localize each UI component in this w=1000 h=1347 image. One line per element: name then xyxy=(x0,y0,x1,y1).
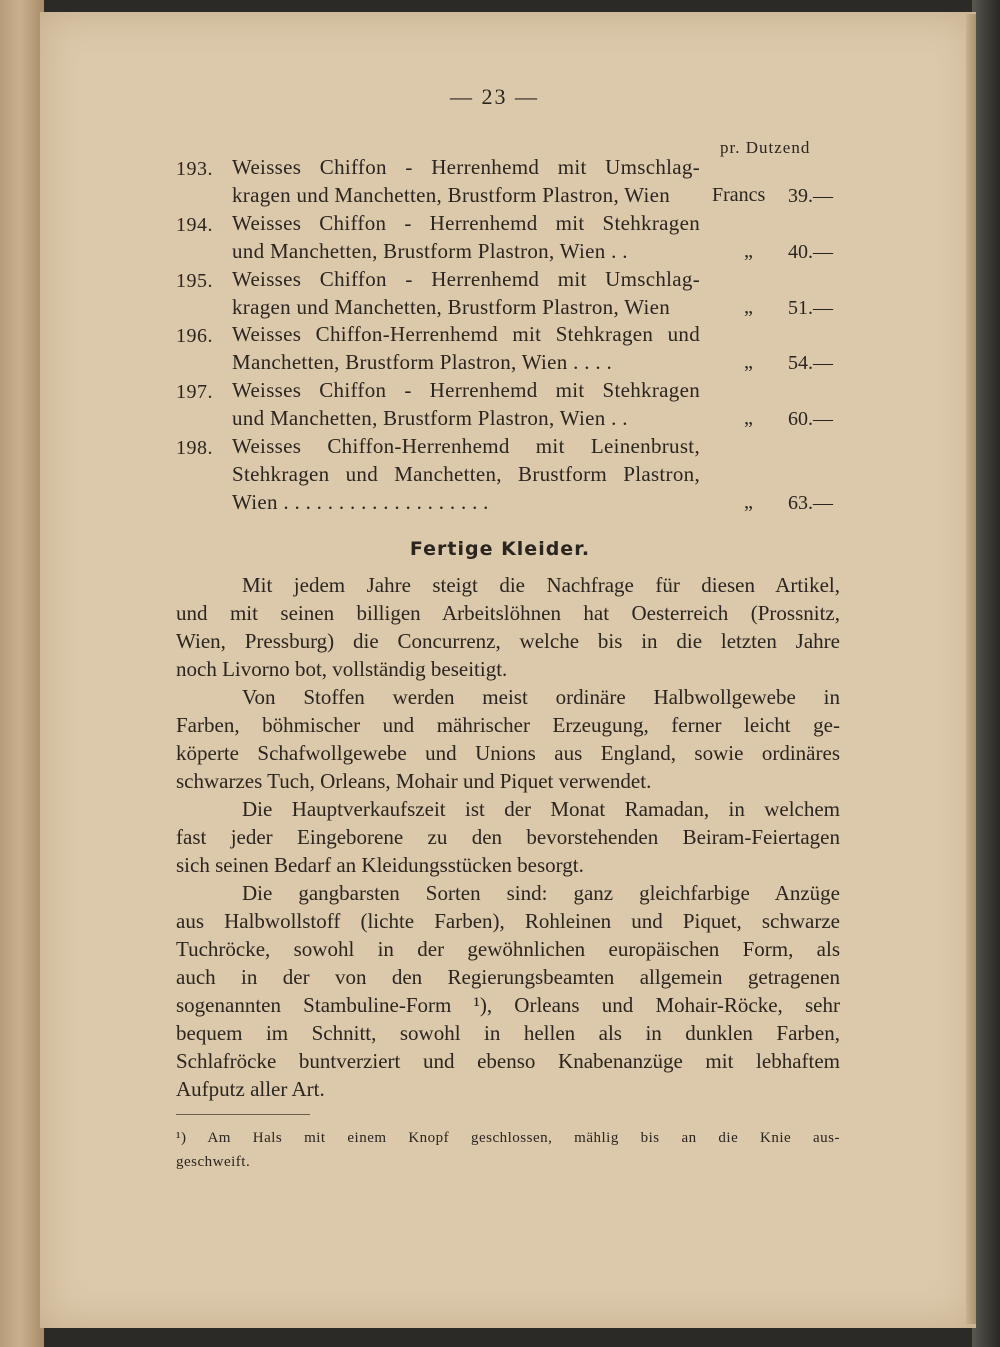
paragraph-line: noch Livorno bot, vollständig beseitigt. xyxy=(176,657,508,681)
item-description-line: Weisses Chiffon - Herrenhemd mit Umschlag- xyxy=(232,155,700,179)
item-number: 194. xyxy=(176,214,213,236)
item-description-line: Manchetten, Brustform Plastron, Wien . . . . xyxy=(232,350,612,374)
body-paragraph xyxy=(176,879,840,1103)
item-description-line: kragen und Manchetten, Brustform Plastron, Wien xyxy=(232,183,671,207)
body-paragraph xyxy=(176,795,840,879)
price-unit-header: pr. Dutzend xyxy=(720,138,811,157)
footnote-line: geschweift. xyxy=(176,1154,251,1170)
footnote-line: ¹) Am Hals mit einem Knopf geschlossen, mählig bis an die Knie aus- xyxy=(176,1130,840,1146)
body-paragraph xyxy=(176,571,840,683)
item-description-line: Weisses Chiffon - Herrenhemd mit Stehkragen xyxy=(232,378,700,402)
page-number: — 23 — xyxy=(450,84,539,109)
paragraph-line: Aufputz aller Art. xyxy=(176,1077,325,1101)
book-binding-left xyxy=(0,0,44,1347)
paragraph-line: Farben, böhmischer und mährischer Erzeugung, ferner leicht ge- xyxy=(176,713,840,737)
paragraph-line: fast jeder Eingeborene zu den bevorstehenden Beiram-Feiertagen xyxy=(176,825,840,849)
item-description-line: Stehkragen und Manchetten, Brustform Plastron, xyxy=(232,462,700,486)
item-price: 63.— xyxy=(788,492,833,514)
item-description-line: Weisses Chiffon - Herrenhemd mit Umschlag- xyxy=(232,267,700,291)
item-currency: „ xyxy=(744,491,753,513)
paragraph-line: sich seinen Bedarf an Kleidungsstücken besorgt. xyxy=(176,853,584,877)
item-description-line: Weisses Chiffon - Herrenhemd mit Stehkragen xyxy=(232,211,700,235)
paragraph-line: aus Halbwollstoff (lichte Farben), Rohleinen und Piquet, schwarze xyxy=(176,909,840,933)
paragraph-line: Tuchröcke, sowohl in der gewöhnlichen europäischen Form, als xyxy=(176,937,840,961)
paragraph-line: Schlafröcke buntverziert und ebenso Knabenanzüge mit lebhaftem xyxy=(176,1049,840,1073)
paragraph-line: schwarzes Tuch, Orleans, Mohair und Piquet verwendet. xyxy=(176,769,652,793)
item-number: 193. xyxy=(176,158,213,180)
body-paragraph xyxy=(176,683,840,795)
paragraph-line: auch in der von den Regierungsbeamten allgemein getragenen xyxy=(176,965,840,989)
item-number: 196. xyxy=(176,325,213,347)
item-price: 39.— xyxy=(788,185,833,207)
item-description-line: und Manchetten, Brustform Plastron, Wien . . xyxy=(232,406,628,430)
paragraph-line: Wien, Pressburg) die Concurrenz, welche bis in die letzten Jahre xyxy=(176,629,840,653)
item-description-line: kragen und Manchetten, Brustform Plastron, Wien xyxy=(232,295,671,319)
footnote-rule xyxy=(176,1114,310,1115)
item-currency: „ xyxy=(744,407,753,429)
item-price: 54.— xyxy=(788,352,833,374)
paragraph-line: Von Stoffen werden meist ordinäre Halbwollgewebe in xyxy=(242,685,840,709)
item-description-line: und Manchetten, Brustform Plastron, Wien . . xyxy=(232,239,628,263)
paragraph-line: Die Hauptverkaufszeit ist der Monat Ramadan, in welchem xyxy=(242,797,840,821)
item-number: 195. xyxy=(176,270,213,292)
item-currency: „ xyxy=(744,296,753,318)
paragraph-line: Mit jedem Jahre steigt die Nachfrage für diesen Artikel, xyxy=(242,573,840,597)
paragraph-line: Die gangbarsten Sorten sind: ganz gleichfarbige Anzüge xyxy=(242,881,840,905)
section-heading: Fertige Kleider. xyxy=(409,538,591,560)
item-description-line: Weisses Chiffon-Herrenhemd mit Stehkragen und xyxy=(232,322,700,346)
book-cover-right xyxy=(972,0,1000,1347)
item-price: 60.— xyxy=(788,408,833,430)
item-number: 197. xyxy=(176,381,213,403)
item-description-line: Weisses Chiffon-Herrenhemd mit Leinenbrust, xyxy=(232,434,700,458)
item-currency: Francs xyxy=(712,184,766,206)
item-number: 198. xyxy=(176,437,213,459)
item-price: 40.— xyxy=(788,241,833,263)
paragraph-line: sogenannten Stambuline-Form ¹), Orleans und Mohair-Röcke, sehr xyxy=(176,993,840,1017)
footnote xyxy=(176,1126,840,1174)
paragraph-line: köperte Schafwollgewebe und Unions aus England, sowie ordinäres xyxy=(176,741,840,765)
page-edge xyxy=(966,14,976,1324)
paragraph-line: bequem im Schnitt, sowohl in hellen als in dunklen Farben, xyxy=(176,1021,840,1045)
item-currency: „ xyxy=(744,351,753,373)
item-price: 51.— xyxy=(788,297,833,319)
item-currency: „ xyxy=(744,240,753,262)
paragraph-line: und mit seinen billigen Arbeitslöhnen hat Oesterreich (Prossnitz, xyxy=(176,601,840,625)
item-description-line: Wien . . . . . . . . . . . . . . . . . . . xyxy=(232,490,489,514)
